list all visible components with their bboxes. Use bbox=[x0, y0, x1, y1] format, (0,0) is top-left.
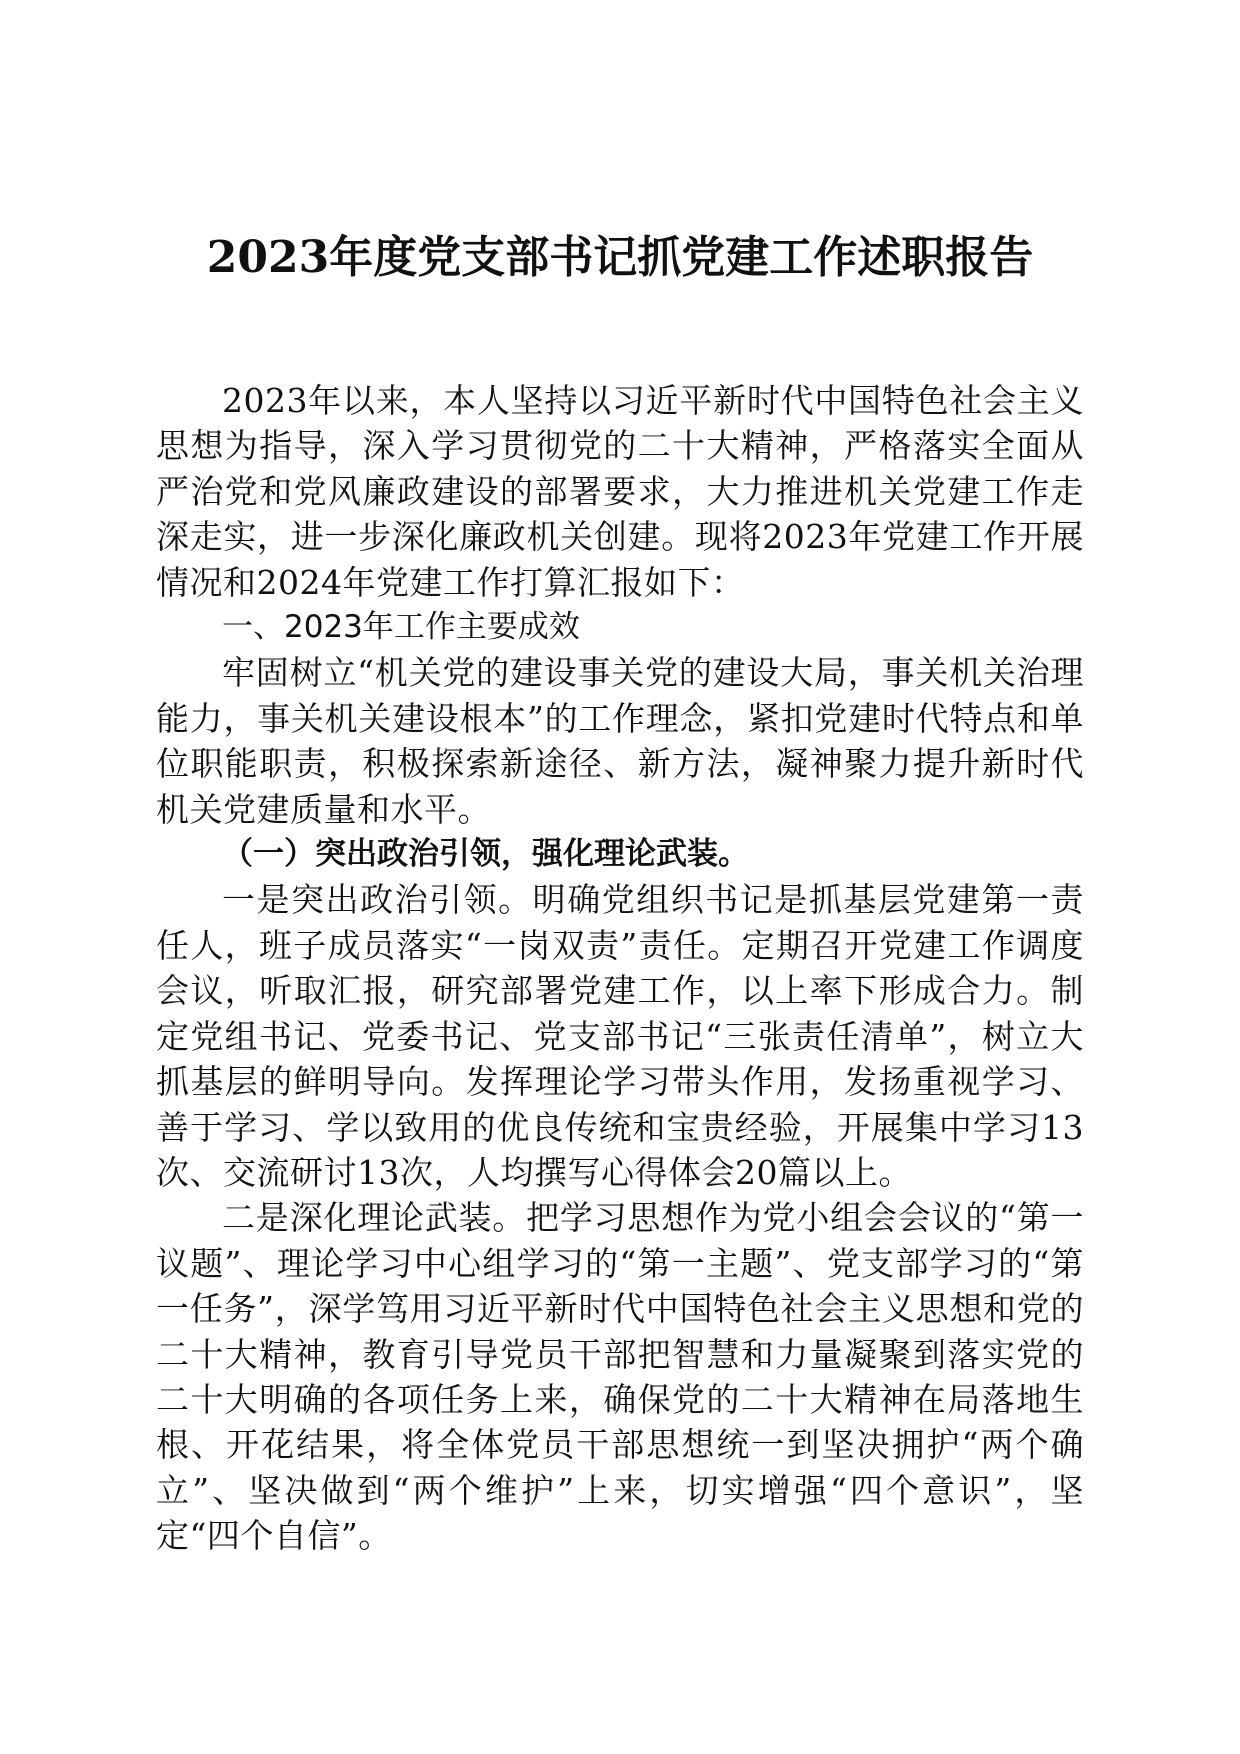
section-1-intro-paragraph: 牢固树立“机关党的建设事关党的建设大局，事关机关治理能力，事关机关建设根本”的工作理念，紧扣党建时代特点和单位职能职责，积极探索新途径、新方法，凝神聚力提升新时代机关党建质量和水平。 bbox=[156, 653, 1084, 829]
subsection-heading-1: （一）突出政治引领，强化理论武装。 bbox=[222, 836, 749, 873]
intro-paragraph: 2023年以来，本人坚持以习近平新时代中国特色社会主义思想为指导，深入学习贯彻党的二十大精神，严格落实全面从严治党和党风廉政建设的部署要求，大力推进机关党建工作走深走实，进一步深化廉政机关创建。现将2023年党建工作开展情况和2024年党建工作打算汇报如下： bbox=[156, 381, 1084, 602]
body-paragraph-1: 一是突出政治引领。明确党组织书记是抓基层党建第一责任人，班子成员落实“一岗双责”责任。定期召开党建工作调度会议，听取汇报，研究部署党建工作，以上率下形成合力。制定党组书记、党委书记、党支部书记“三张责任清单”，树立大抓基层的鲜明导向。发挥理论学习带头作用，发扬重视学习、善于学习、学以致用的优良传统和宝贵经验，开展集中学习13次、交流研讨13次，人均撰写心得体会20篇以上。 bbox=[156, 880, 1084, 1192]
document-title: 2023年度党支部书记抓党建工作述职报告 bbox=[206, 232, 1034, 283]
document-body bbox=[156, 378, 1084, 1559]
body-paragraph-2: 二是深化理论武装。把学习思想作为党小组会会议的“第一议题”、理论学习中心组学习的“第一主题”、党支部学习的“第一任务”，深学笃用习近平新时代中国特色社会主义思想和党的二十大精神，教育引导党员干部把智慧和力量凝聚到落实党的二十大明确的各项任务上来，确保党的二十大精神在局落地生根、开花结果，将全体党员干部思想统一到坚决拥护“两个确立”、坚决做到“两个维护”上来，切实增强“四个意识”，坚定“四个自信”。 bbox=[156, 1198, 1084, 1556]
section-heading-1: 一、2023年工作主要成效 bbox=[222, 609, 580, 646]
